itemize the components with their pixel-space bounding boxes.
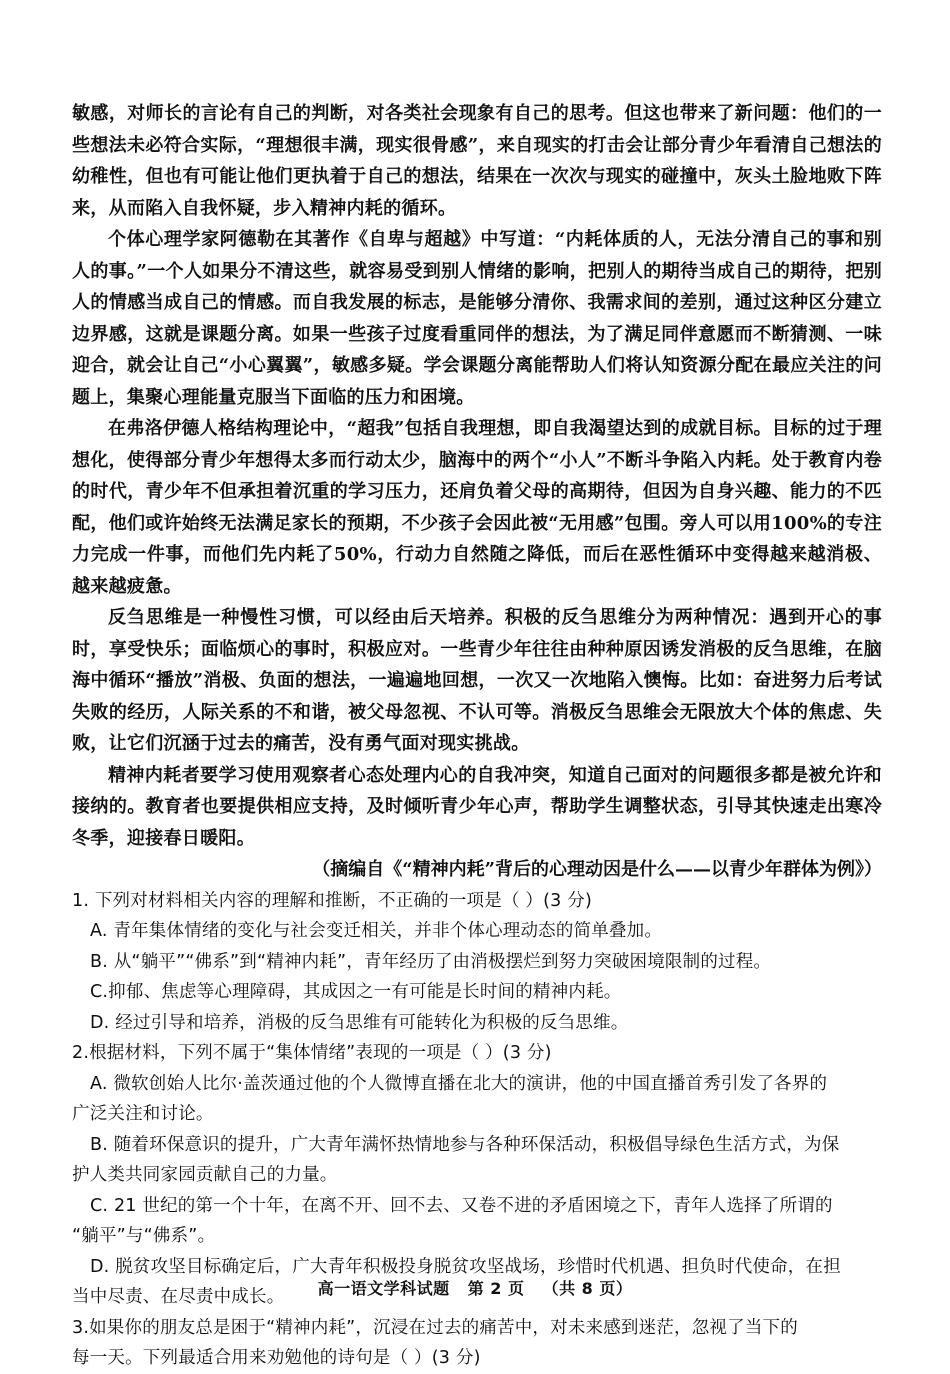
option-b: B. 从“躺平”“佛系”到“精神内耗”，青年经历了由消极摆烂到努力突破困境限制的过程。	[90, 951, 772, 972]
passage-paragraph: 精神内耗者要学习使用观察者心态处理内心的自我冲突，知道自己面对的问题很多都是被允许和接纳的。教育者也要提供相应支持，及时倾听青少年心声，帮助学生调整状态，引导其快速走出寒冷冬季，迎接春日暖阳。	[72, 764, 882, 849]
question-stem: 3.如果你的朋友总是困于“精神内耗”，沉浸在过去的痛苦中，对未来感到迷茫，忽视了当下的	[72, 1317, 798, 1338]
option-c: C.抑郁、焦虑等心理障碍，其成因之一有可能是长时间的精神内耗。	[90, 982, 622, 1002]
question-2	[72, 1038, 882, 1313]
page-number: 第 2 页	[467, 1279, 525, 1298]
passage-paragraph: 个体心理学家阿德勒在其著作《自卑与超越》中写道：“内耗体质的人，无法分清自己的事和别人的事。”一个人如果分不清这些，就容易受到别人情绪的影响，把别人的期待当成自己的期待，把别人的情感当成自己的情感。而自我发展的标志，是能够分清你、我需求间的差别，通过这种区分建立边界感，这就是课题分离。如果一些孩子过度看重同伴的想法，为了满足同伴意愿而不断猜测、一味迎合，就会让自己“小心翼翼”，敏感多疑。学会课题分离能帮助人们将认知资源分配在最应关注的问题上，集聚心理能量克服当下面临的压力和困境。	[72, 229, 882, 408]
option-b: B. 随着环保意识的提升，广大青年满怀热情地参与各种环保活动，积极倡导绿色生活方式，为保	[90, 1134, 840, 1155]
page-total: （共 8 页）	[542, 1279, 633, 1298]
option-d: D. 经过引导和培养，消极的反刍思维有可能转化为积极的反刍思维。	[90, 1012, 629, 1033]
question-3	[72, 1313, 882, 1374]
exam-title: 高一语文学科试题	[317, 1279, 450, 1298]
option-d-continued: 当中尽责、在尽责中成长。	[72, 1287, 285, 1307]
question-1	[72, 886, 882, 1039]
option-b-continued: 护人类共同家园贡献自己的力量。	[72, 1165, 338, 1185]
question-stem: 2.根据材料，下列不属于“集体情绪”表现的一项是（ ）(3 分)	[72, 1043, 552, 1063]
option-a-continued: 广泛关注和讨论。	[72, 1104, 214, 1124]
passage-paragraph: 反刍思维是一种慢性习惯，可以经由后天培养。积极的反刍思维分为两种情况：遇到开心的事时，享受快乐；面临烦心的事时，积极应对。一些青少年往往由种种原因诱发消极的反刍思维，在脑海中循环“播放”消极、负面的想法，一遍遍地回想，一次又一次地陷入懊悔。比如：奋进努力后考试失败的经历，人际关系的不和谐，被父母忽视、不认可等。消极反刍思维会无限放大个体的焦虑、失败，让它们沉涵于过去的痛苦，没有勇气面对现实挑战。	[72, 607, 882, 754]
option-d: D. 脱贫攻坚目标确定后，广大青年积极投身脱贫攻坚战场，珍惜时代机遇、担负时代使命，在担	[90, 1256, 841, 1277]
option-a: A. 微软创始人比尔·盖茨通过他的个人微博直播在北大的演讲，他的中国直播首秀引发了各界的	[90, 1073, 828, 1094]
passage-source: （摘编自《“精神内耗”背后的心理动因是什么——以青少年群体为例》）	[312, 859, 882, 880]
question-stem: 1. 下列对材料相关内容的理解和推断，不正确的一项是（ ）(3 分)	[72, 890, 592, 911]
passage-paragraph: 敏感，对师长的言论有自己的判断，对各类社会现象有自己的思考。但这也带来了新问题：他们的一些想法未必符合实际，“理想很丰满，现实很骨感”，来自现实的打击会让部分青少年看清自己想法的幼稚性，但也有可能让他们更执着于自己的想法，结果在一次次与现实的碰撞中，灰头土脸地败下阵来，从而陷入自我怀疑，步入精神内耗的循环。	[72, 103, 882, 219]
exam-page	[72, 98, 882, 1374]
option-c: C. 21 世纪的第一个十年，在离不开、回不去、又卷不进的矛盾困境之下，青年人选择了所谓的	[90, 1195, 833, 1216]
option-c-continued: “躺平”与“佛系”。	[72, 1226, 216, 1246]
question-stem-continued: 每一天。下列最适合用来劝勉他的诗句是（ ）(3 分)	[72, 1348, 481, 1368]
passage-paragraph: 在弗洛伊德人格结构理论中，“超我”包括自我理想，即自我渴望达到的成就目标。目标的过于理想化，使得部分青少年想得太多而行动太少，脑海中的两个“小人”不断斗争陷入内耗。处于教育内卷的时代，青少年不但承担着沉重的学习压力，还肩负着父母的高期待，但因为自身兴趣、能力的不匹配，他们或许始终无法满足家长的预期，不少孩子会因此被“无用感”包围。旁人可以用100%的专注力完成一件事，而他们先内耗了50%，行动力自然随之降低，而后在恶性循环中变得越来越消极、越来越疲惫。	[72, 418, 882, 597]
option-a: A. 青年集体情绪的变化与社会变迁相关，并非个体心理动态的简单叠加。	[90, 921, 663, 941]
page-footer	[0, 1276, 950, 1299]
